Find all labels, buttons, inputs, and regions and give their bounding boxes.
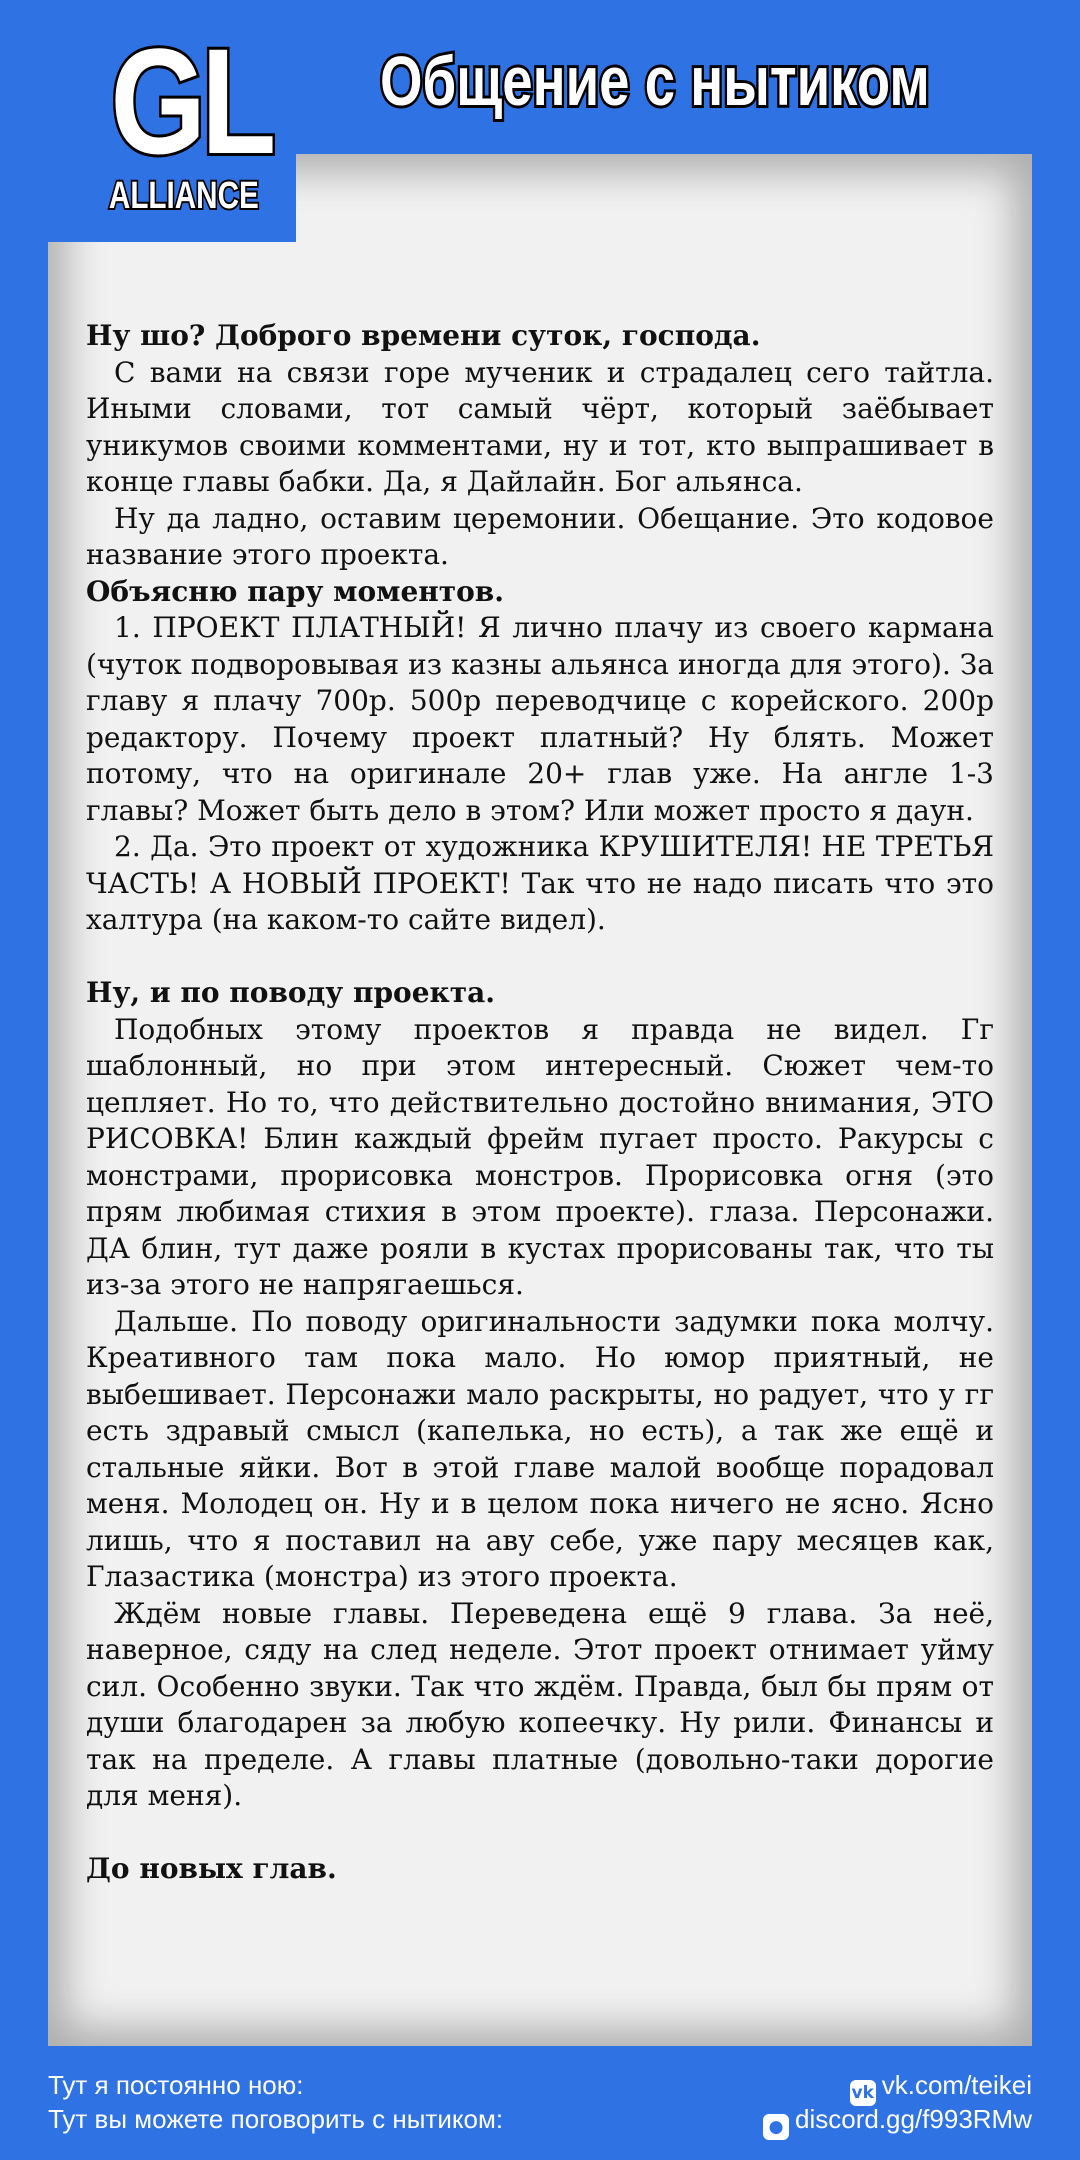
footer-row-vk xyxy=(48,2068,1032,2102)
footer-label: Тут я постоянно ною: xyxy=(48,2070,304,2100)
logo-main-text: GL xyxy=(110,17,272,185)
paragraph: Подобных этому проектов я правда не видел. Гг шаблонный, но при этом интересный. Сюжет чем-то цепляет. Но то, что действительно достойно внимания, ЭТО РИСОВКА! Блин каждый фрейм пугает просто. Ракурсы с монстрами, прорисовка монстров. Прорисовка огня (это прям любимая стихия в этом проекте). глаза. Персонажи. ДА блин, тут даже рояли в кустах прорисованы так, что ты из-за этого не напрягаешься. xyxy=(86,1012,994,1301)
greeting: Ну шо? Доброго времени суток, господа. xyxy=(86,319,761,352)
discord-link-text: discord.gg/f993RMw xyxy=(795,2104,1032,2134)
section-heading: Ну, и по поводу проекта. xyxy=(86,976,495,1009)
paragraph: С вами на связи горе мученик и страдалец сего тайтла. Иными словами, тот самый чёрт, который заёбывает уникумов своими комментами, ну и тот, кто выпрашивает в конце главы бабки. Да, я Дайлайн. Бог альянса. xyxy=(86,355,994,498)
list-item: 2. Да. Это проект от художника КРУШИТЕЛЯ! НЕ ТРЕТЬЯ ЧАСТЬ! А НОВЫЙ ПРОЕКТ! Так что не надо писать что это халтура (на каком-то сайте видел). xyxy=(86,830,994,936)
paragraph: Ну да ладно, оставим церемонии. Обещание. Это кодовое название этого проекта. xyxy=(86,501,994,571)
closing-line: До новых глав. xyxy=(86,1852,337,1885)
footer-label: Тут вы можете поговорить с нытиком: xyxy=(48,2104,504,2134)
list-item: 1. ПРОЕКТ ПЛАТНЫЙ! Я лично плачу из своего кармана (чуток подворовывая из казны альянса иногда для этого). За главу я плачу 700р. 500р переводчице с корейского. 200р редактору. Почему проект платный? Ну блять. Может потому, что на оригинале 20+ глав уже. На англе 1-3 главы? Может быть дело в этом? Или может просто я даун. xyxy=(86,611,994,827)
paragraph: Дальше. По поводу оригинальности задумки пока молчу. Креативного там пока мало. Но юмор приятный, не выбешивает. Персонажи мало раскрыты, но радует, что у гг есть здравый смысл (капелька, но есть), а так же ещё и стальные яйки. Вот в этой главе малой вообще порадовал меня. Молодец он. Ну и в целом пока ничего не ясно. Ясно лишь, что я поставил на аву себе, уже пару месяцев как, Глазастика (монстра) из этого проекта. xyxy=(86,1304,994,1593)
article-body xyxy=(86,318,994,1888)
gl-alliance-logo xyxy=(96,17,272,222)
paragraph: Ждём новые главы. Переведена ещё 9 глава. За неё, наверное, сяду на след неделе. Этот проект отнимает уйму сил. Особенно звуки. Так что ждём. Правда, был бы прям от души благодарен за любую копеечку. Ну рили. Финансы и так на пределе. А главы платные (довольно-таки дорогие для меня). xyxy=(86,1596,994,1812)
footer-row-discord xyxy=(48,2102,1032,2136)
discord-link[interactable] xyxy=(763,2102,1032,2140)
vk-icon: vk xyxy=(850,2080,876,2106)
section-heading: Объясню пару моментов. xyxy=(86,574,504,608)
logo-sub-text: ALLIANCE xyxy=(108,175,259,217)
vk-link-text: vk.com/teikei xyxy=(881,2070,1032,2100)
page-title: Общение с нытиком xyxy=(380,42,930,120)
vk-link[interactable] xyxy=(850,2068,1032,2106)
discord-icon: ● xyxy=(763,2114,789,2140)
